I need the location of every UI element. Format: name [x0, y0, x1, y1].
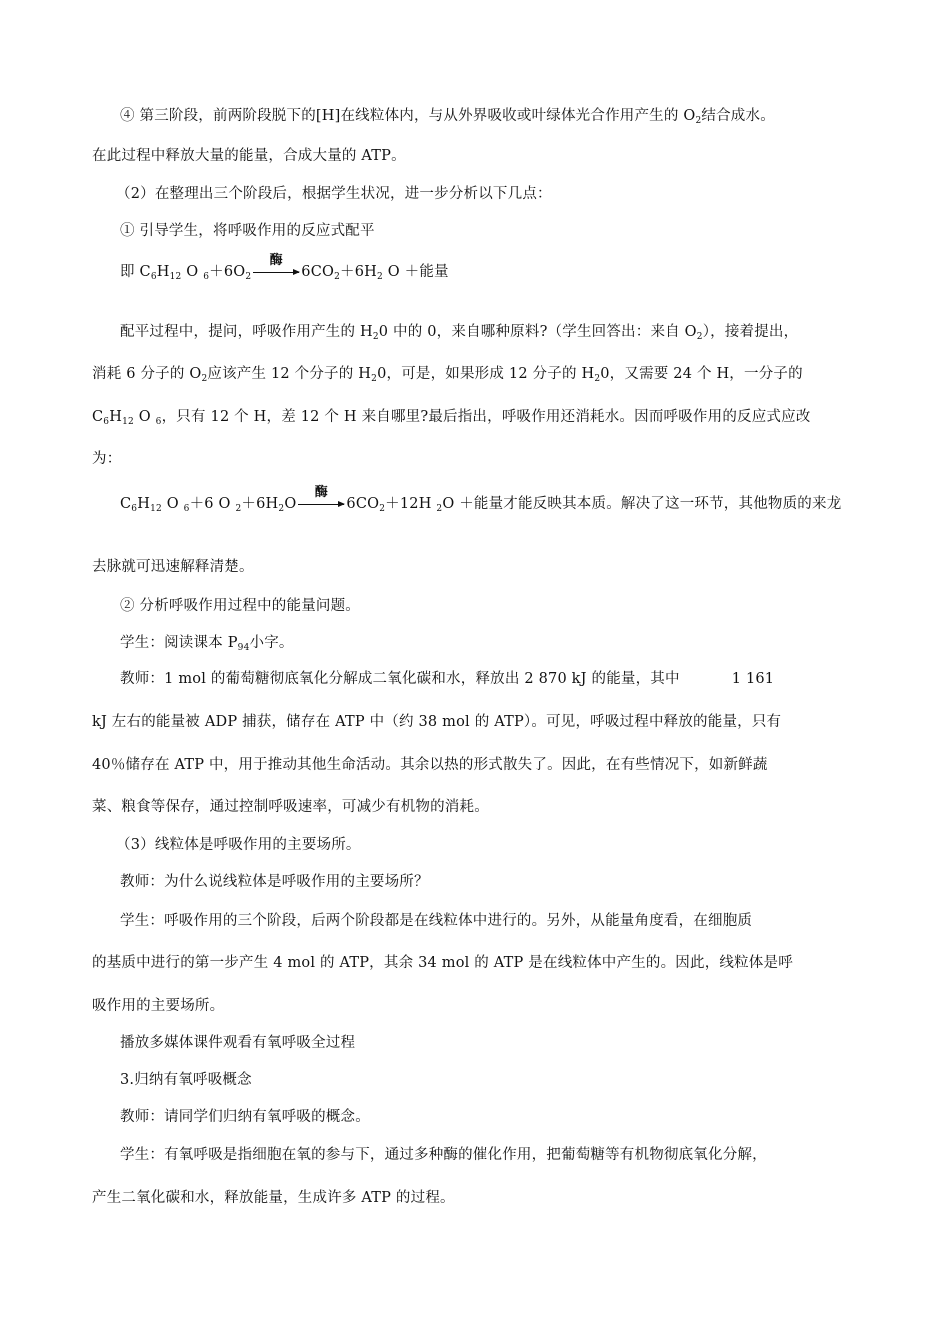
paragraph-line: kJ 左右的能量被 ADP 捕获，储存在 ATP 中（约 38 mol 的 ATP）。可见，呼吸过程中释放的能量，只有	[92, 714, 782, 730]
subscript: 6	[150, 272, 157, 282]
subscript: 2	[377, 272, 383, 282]
paragraph-line: 学生：呼吸作用的三个阶段，后两个阶段都是在线粒体中进行的。另外，从能量角度看，在细胞质	[120, 913, 753, 929]
subscript: 2	[695, 116, 702, 126]
text: ），接着提出，	[702, 324, 799, 340]
subscript: 6	[203, 272, 210, 282]
catalyst-label: 酶	[314, 485, 328, 500]
text: C	[92, 409, 104, 425]
text: O ＋能量才能反映其本质。解决了这一环节，其他物质的来龙	[442, 496, 842, 512]
arrow-icon	[253, 272, 299, 273]
section-heading-2: （2）在整理出三个阶段后，根据学生状况，进一步分析以下几点：	[116, 186, 552, 202]
paragraph-line: 吸作用的主要场所。	[92, 998, 225, 1014]
paragraph-line: 为：	[92, 451, 122, 467]
equation-2	[120, 485, 900, 514]
subscript: 2	[594, 374, 601, 384]
text: 应该产生 12 个分子的 H	[207, 366, 372, 382]
text: ＋6 O	[189, 496, 236, 512]
text: C	[120, 496, 132, 512]
text: 6CO	[346, 496, 380, 512]
subscript: 6	[155, 417, 162, 427]
paragraph-line	[92, 407, 872, 427]
list-item-2: ② 分析呼吸作用过程中的能量问题。	[120, 598, 361, 614]
arrow-icon	[298, 504, 344, 505]
paragraph-line: 菜、粮食等保存，通过控制呼吸速率，可减少有机物的消耗。	[92, 799, 489, 815]
text: ＋6H	[241, 496, 279, 512]
reaction-arrow	[253, 253, 299, 282]
text: 消耗 6 分子的 O	[92, 366, 202, 382]
paragraph-line: 学生：有氧呼吸是指细胞在氧的参与下，通过多种酶的催化作用，把葡萄糖等有机物彻底氧化分解，	[120, 1147, 767, 1163]
text: ＋6H	[340, 264, 378, 280]
subscript: 94	[237, 643, 250, 653]
text: ＋12H	[385, 496, 437, 512]
subscript: 6	[131, 504, 138, 514]
text: 小字。	[249, 635, 294, 651]
paragraph-line	[120, 322, 900, 342]
text: ＋6O	[209, 264, 246, 280]
paragraph-line: 去脉就可迅速解释清楚。	[92, 559, 254, 575]
subscript: 12	[122, 417, 134, 427]
text: 即 C	[120, 264, 151, 280]
text: H	[109, 409, 123, 425]
paragraph-line: 产生二氧化碳和水，释放能量，生成许多 ATP 的过程。	[92, 1190, 455, 1206]
equation-1	[120, 253, 900, 282]
subscript: 6	[103, 417, 110, 427]
text: O	[284, 496, 297, 512]
list-item-1: ① 引导学生，将呼吸作用的反应式配平	[120, 223, 375, 239]
text: 0，可是，如果形成 12 分子的 H	[377, 366, 595, 382]
subscript: 2	[372, 332, 379, 342]
paragraph-line: 教师：为什么说线粒体是呼吸作用的主要场所？	[120, 874, 429, 890]
text: O	[133, 409, 156, 425]
text: O	[181, 264, 204, 280]
subscript: 2	[201, 374, 208, 384]
subscript: 12	[150, 504, 162, 514]
subscript: 12	[169, 272, 182, 282]
paragraph-line: 40％储存在 ATP 中，用于推动其他生命活动。其余以热的形式散失了。因此，在有些情况下，如新鲜蔬	[92, 757, 768, 773]
text: 学生：阅读课本 P	[120, 635, 238, 651]
paragraph-stage-three	[120, 106, 900, 126]
subscript: 6	[183, 504, 190, 514]
text: O ＋能量	[382, 264, 449, 280]
paragraph-line	[92, 364, 872, 384]
text: 教师：1 mol 的葡萄糖彻底氧化分解成二氧化碳和水，释放出 2 870 kJ 的能量，其中	[120, 671, 680, 687]
text: 6CO	[301, 264, 335, 280]
subscript: 2	[245, 272, 252, 282]
catalyst-label: 酶	[269, 253, 283, 268]
text: H	[156, 264, 170, 280]
subscript: 2	[278, 504, 285, 514]
text: ，只有 12 个 H，差 12 个 H 来自哪里?最后指出，呼吸作用还消耗水。因而呼吸作用的反应式应改	[161, 409, 811, 425]
subscript: 2	[696, 332, 703, 342]
paragraph-line: 播放多媒体课件观看有氧呼吸全过程	[120, 1035, 356, 1051]
subscript: 2	[334, 272, 341, 282]
subscript: 2	[436, 504, 443, 514]
text: 0，又需要 24 个 H，一分子的	[600, 366, 803, 382]
paragraph-line: 教师：请同学们归纳有氧呼吸的概念。	[120, 1109, 370, 1125]
paragraph-line	[120, 633, 900, 653]
text: H	[137, 496, 151, 512]
paragraph-line: 在此过程中释放大量的能量，合成大量的 ATP。	[92, 148, 406, 164]
section-heading: 3.归纳有氧呼吸概念	[120, 1072, 252, 1088]
subscript: 2	[371, 374, 378, 384]
text: 0 中的 0，来自哪种原料?（学生回答出：来自 O	[378, 324, 697, 340]
text: ④ 第三阶段，前两阶段脱下的[H]在线粒体内，与从外界吸收或叶绿体光合作用产生的 O	[120, 108, 696, 124]
text: O	[161, 496, 184, 512]
paragraph-line: 的基质中进行的第一步产生 4 mol 的 ATP，其余 34 mol 的 ATP 是在线粒体中产生的。因此，线粒体是呼	[92, 955, 793, 971]
subscript: 2	[235, 504, 242, 514]
section-heading-3: （3）线粒体是呼吸作用的主要场所。	[116, 837, 361, 853]
text: 结合成水。	[701, 108, 775, 124]
reaction-arrow	[298, 485, 344, 514]
subscript: 2	[379, 504, 386, 514]
text: 1 161	[731, 671, 775, 687]
text: 配平过程中，提问，呼吸作用产生的 H	[120, 324, 373, 340]
paragraph-line	[120, 669, 900, 689]
